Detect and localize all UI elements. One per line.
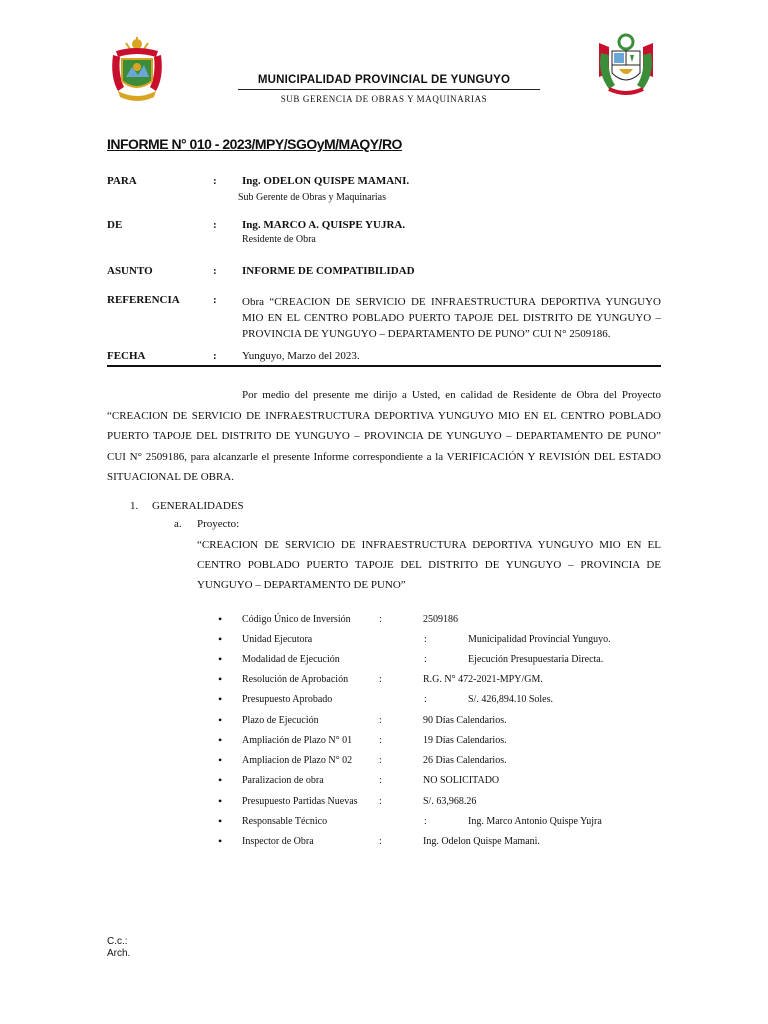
intro-text: Por medio del presente me dirijo a Usted, en calidad de Residente de Obra del Proyecto “CREACION DE SERVICIO DE INFRAESTRUCTURA DEPORTIVA YUNGUYO MIO EN EL CENTRO POBLADO PUERTO TAPOJE DEL DISTRITO DE YUNGUYO – PROVINCIA DE YUNGUYO – DEPARTAMENTO DE PUNO” CUI N° 2509186, para alcanzarle el presente Informe correspondiente a la VERIFICACIÓN Y REVISIÓN DEL ESTADO SITUACIONAL DE OBRA.: [107, 389, 661, 483]
section-number: 1.: [130, 500, 139, 512]
detail-label: Plazo de Ejecución: [242, 715, 319, 726]
detail-label: Presupuesto Partidas Nuevas: [242, 796, 358, 807]
detail-value: Municipalidad Provincial Yunguyo.: [468, 634, 611, 645]
detail-label: Código Único de Inversión: [242, 614, 351, 625]
bullet-icon: •: [218, 753, 223, 767]
detail-colon: :: [379, 674, 382, 685]
detail-label: Inspector de Obra: [242, 836, 314, 847]
detail-value: S/. 63,968.26: [423, 796, 477, 807]
subsection-title: Proyecto:: [197, 518, 240, 530]
detail-colon: :: [424, 654, 427, 665]
fecha-colon: :: [213, 350, 217, 362]
para-label: PARA: [107, 175, 137, 187]
bullet-icon: •: [218, 713, 223, 727]
referencia-value: Obra “CREACION DE SERVICIO DE INFRAESTRUCTURA DEPORTIVA YUNGUYO MIO EN EL CENTRO POBLADO PUERTO TAPOJE DEL DISTRITO DE YUNGUYO – PROVINCIA DE YUNGUYO – DEPARTAMENTO DE PUNO” CUI N° 2509186.: [242, 296, 661, 340]
para-role: Sub Gerente de Obras y Maquinarias: [238, 192, 387, 203]
national-shield-emblem: [595, 33, 657, 99]
detail-colon: :: [424, 634, 427, 645]
detail-colon: :: [424, 694, 427, 705]
bullet-icon: •: [218, 733, 223, 747]
section-title: GENERALIDADES: [152, 500, 244, 512]
asunto-label: ASUNTO: [107, 265, 153, 277]
detail-value: 26 Dias Calendarios.: [423, 755, 507, 766]
detail-colon: :: [379, 715, 382, 726]
bullet-icon: •: [218, 612, 223, 626]
detail-colon: :: [379, 755, 382, 766]
detail-colon: :: [379, 796, 382, 807]
detail-label: Responsable Técnico: [242, 816, 328, 827]
cc-label: C.c.:: [107, 936, 128, 947]
detail-value: 90 Días Calendarios.: [423, 715, 507, 726]
de-colon: :: [213, 219, 217, 231]
referencia-label: REFERENCIA: [107, 294, 180, 306]
detail-label: Resolución de Aprobación: [242, 674, 349, 685]
detail-colon: :: [379, 614, 382, 625]
detail-value: Ing. Odelon Quispe Mamani.: [423, 836, 540, 847]
header-subtitle: SUB GERENCIA DE OBRAS Y MAQUINARIAS: [280, 94, 488, 104]
bullet-icon: •: [218, 794, 223, 808]
report-title: INFORME N° 010 - 2023/MPY/SGOyM/MAQY/RO: [107, 136, 402, 152]
fecha-value: Yunguyo, Marzo del 2023.: [242, 350, 360, 362]
header-separator: [107, 365, 661, 367]
detail-label: Modalidad de Ejecución: [242, 654, 340, 665]
header-title: MUNICIPALIDAD PROVINCIAL DE YUNGUYO: [257, 74, 511, 86]
detail-value: S/. 426,894.10 Soles.: [468, 694, 554, 705]
detail-value: NO SOLICITADO: [423, 775, 500, 786]
detail-colon: :: [424, 816, 427, 827]
detail-label: Ampliación de Plazo N° 01: [242, 735, 353, 746]
bullet-icon: •: [218, 692, 223, 706]
detail-colon: :: [379, 836, 382, 847]
project-name: “CREACION DE SERVICIO DE INFRAESTRUCTURA DEPORTIVA YUNGUYO MIO EN EL CENTRO POBLADO PUERTO TAPOJE DEL DISTRITO DE YUNGUYO – PROVINCIA DE YUNGUYO – DEPARTAMENTO DE PUNO”: [197, 539, 661, 591]
bullet-icon: •: [218, 672, 223, 686]
detail-value: 2509186: [423, 614, 458, 625]
de-label: DE: [107, 219, 123, 231]
para-name: Ing. ODELON QUISPE MAMANI.: [242, 175, 410, 187]
detail-colon: :: [379, 775, 382, 786]
fecha-label: FECHA: [107, 350, 146, 362]
detail-label: Presupuesto Aprobado: [242, 694, 333, 705]
intro-paragraph: [107, 385, 661, 488]
bullet-icon: •: [218, 834, 223, 848]
detail-label: Ampliacion de Plazo N° 02: [242, 755, 353, 766]
arch-label: Arch.: [107, 948, 131, 959]
asunto-colon: :: [213, 265, 217, 277]
de-name: Ing. MARCO A. QUISPE YUJRA.: [242, 219, 406, 231]
bullet-icon: •: [218, 773, 223, 787]
detail-label: Unidad Ejecutora: [242, 634, 313, 645]
referencia-colon: :: [213, 294, 217, 306]
detail-value: Ejecución Presupuestaria Directa.: [468, 654, 604, 665]
de-role: Residente de Obra: [242, 234, 316, 245]
bullet-icon: •: [218, 632, 223, 646]
detail-value: R.G. N° 472-2021-MPY/GM.: [423, 674, 543, 685]
bullet-icon: •: [218, 652, 223, 666]
detail-label: Paralizacion de obra: [242, 775, 324, 786]
header-divider: [238, 89, 540, 90]
detail-value: Ing. Marco Antonio Quispe Yujra: [468, 816, 602, 827]
para-colon: :: [213, 175, 217, 187]
bullet-icon: •: [218, 814, 223, 828]
detail-colon: :: [379, 735, 382, 746]
asunto-value: INFORME DE COMPATIBILIDAD: [242, 265, 415, 277]
detail-value: 19 Días Calendarios.: [423, 735, 507, 746]
subsection-letter: a.: [174, 518, 182, 530]
